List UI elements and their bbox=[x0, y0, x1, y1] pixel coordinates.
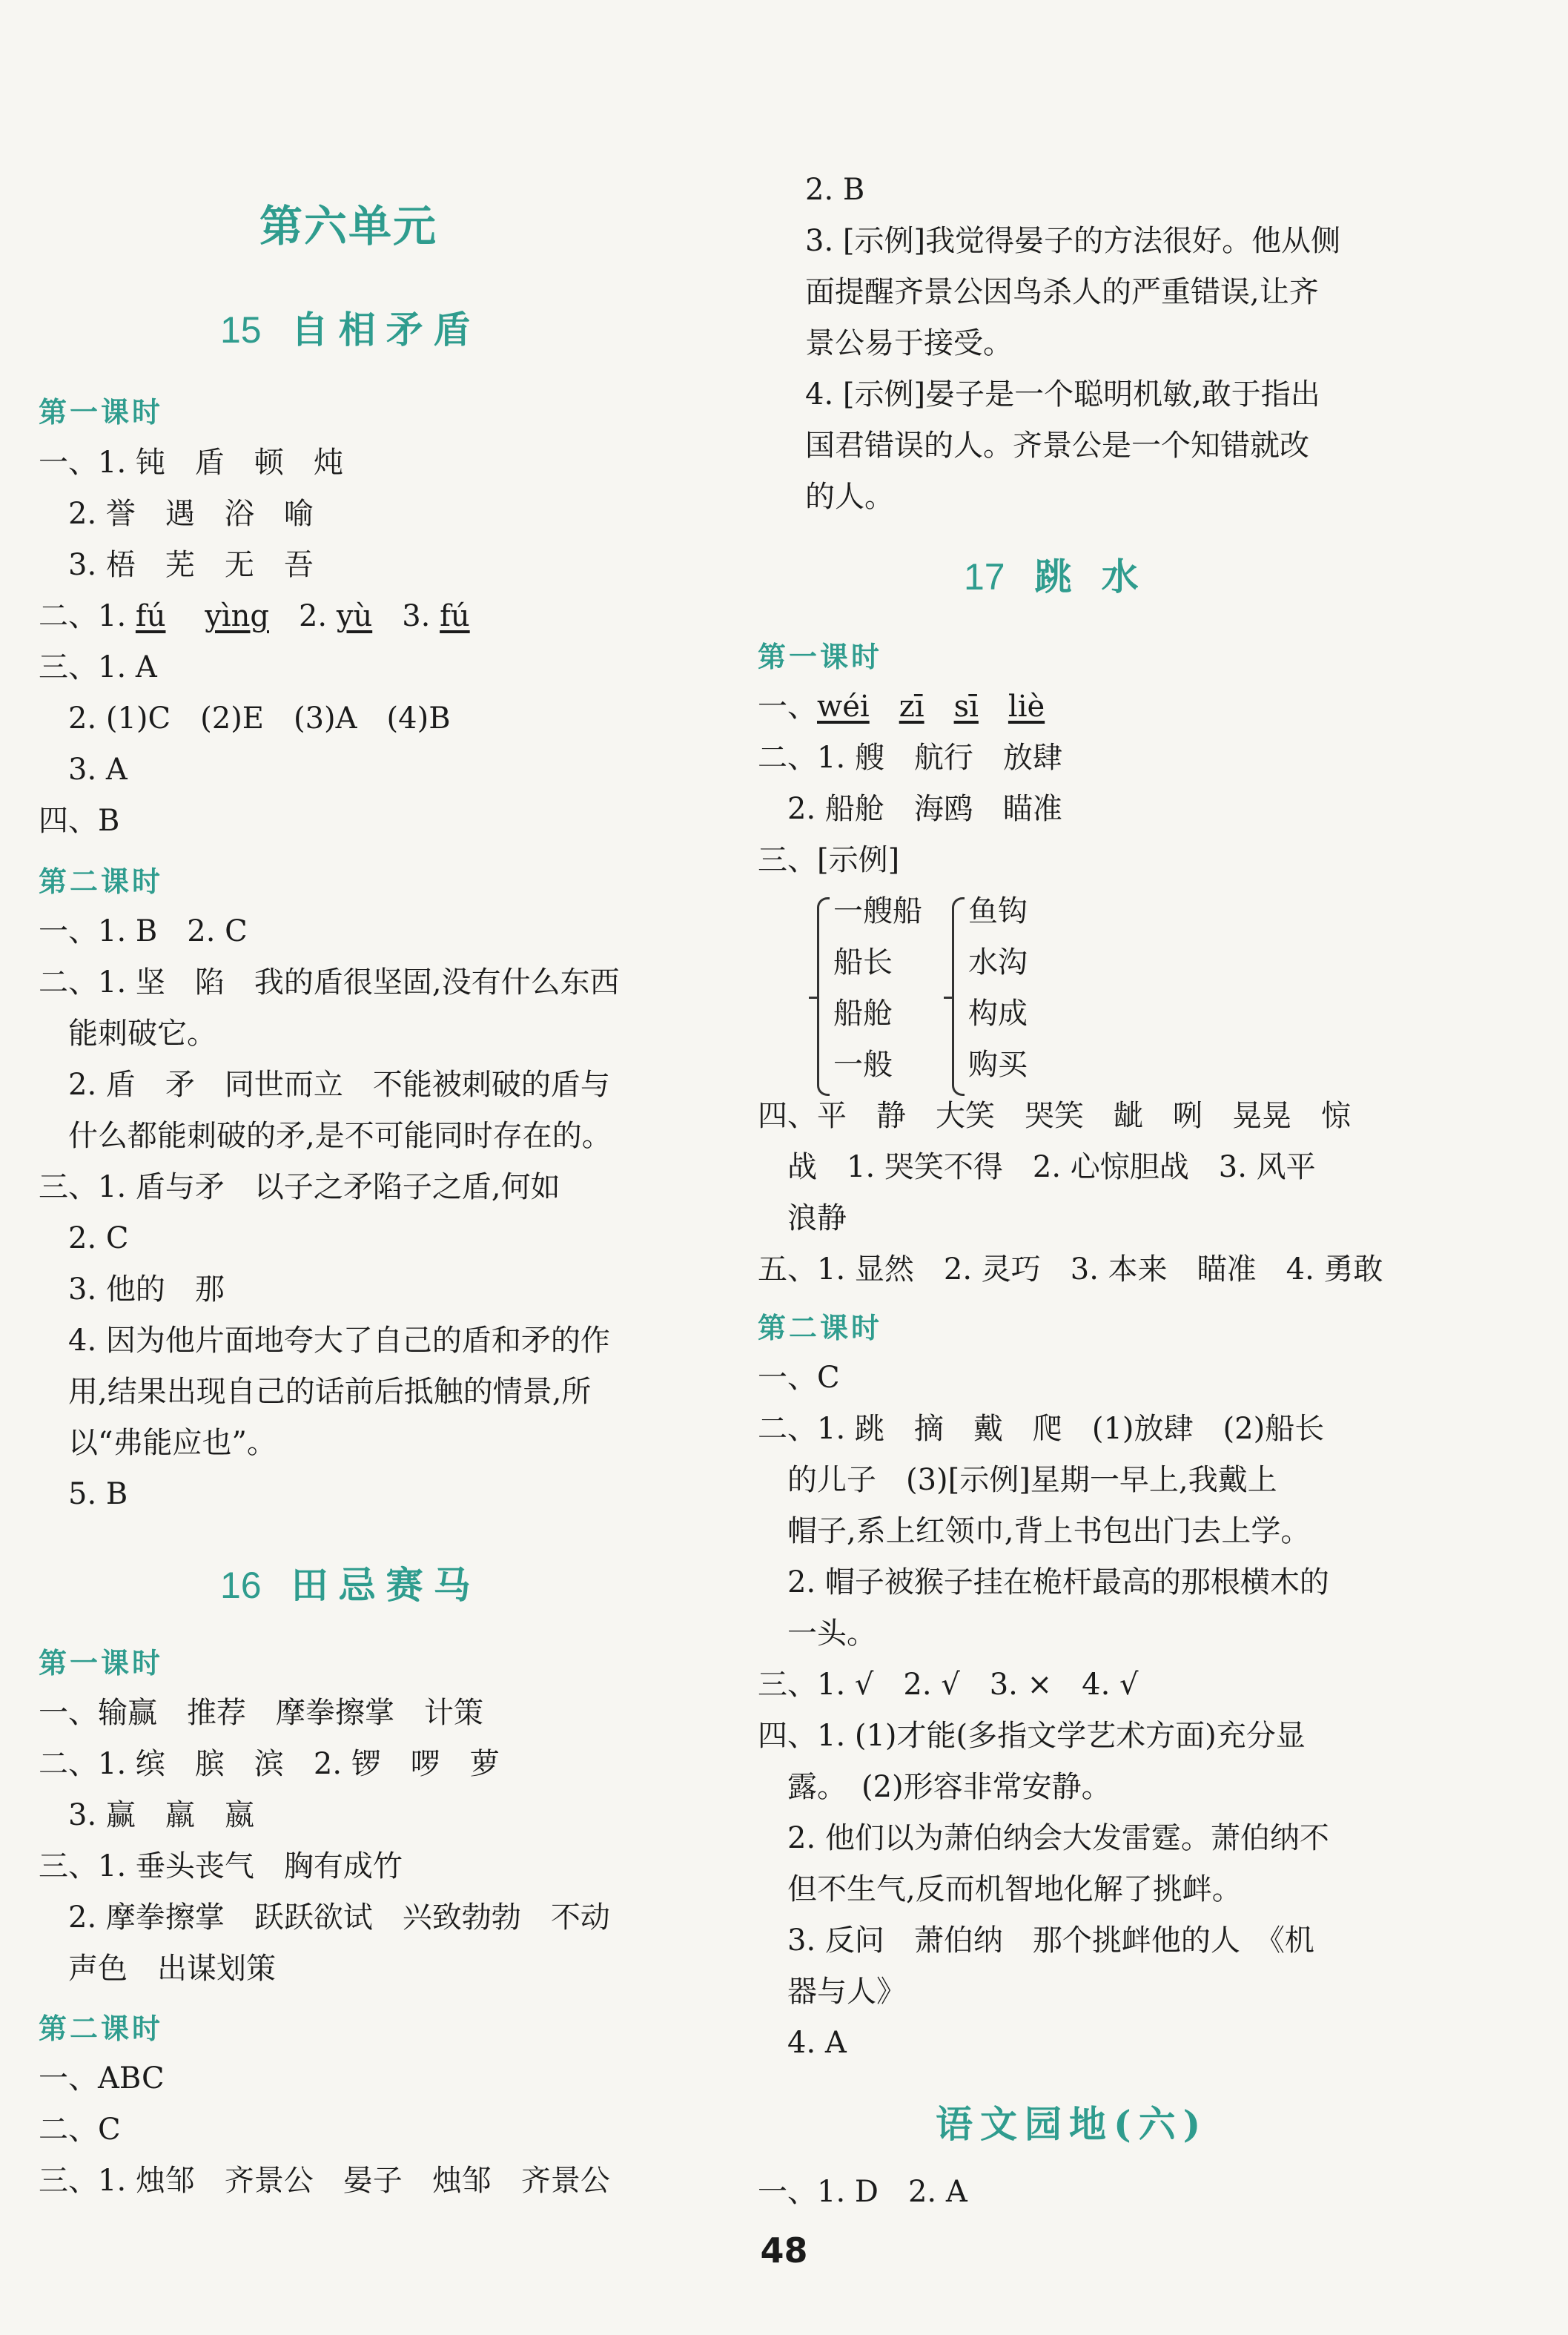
lesson-17-session-1-heading: 第一课时 bbox=[758, 641, 883, 673]
answer-line: 四、1. (1)才能(多指文学艺术方面)充分显 bbox=[758, 1719, 1306, 1753]
brace-left bbox=[817, 897, 830, 1096]
line-prefix: 一、 bbox=[758, 690, 817, 724]
answer-line: 2. 摩拳擦掌 跃跃欲试 兴致勃勃 不动 bbox=[39, 1900, 610, 1935]
answer-line: 一、1. 钝 盾 顿 炖 bbox=[39, 446, 343, 480]
answer-line: 3. [示例]我觉得晏子的方法很好。他从侧 bbox=[805, 224, 1341, 258]
brace-item: 水沟 bbox=[968, 945, 1028, 980]
answer-line: 3. 梧 芜 无 吾 bbox=[39, 548, 314, 582]
answer-line: 3. 赢 羸 嬴 bbox=[39, 1798, 254, 1832]
answer-line: 三、1. 垂头丧气 胸有成竹 bbox=[39, 1849, 403, 1883]
answer-line: 一、C bbox=[758, 1361, 840, 1395]
answer-line: 二、C bbox=[39, 2113, 121, 2147]
answer-line: 一头。 bbox=[758, 1616, 876, 1651]
answer-line: 景公易于接受。 bbox=[805, 326, 1013, 360]
answer-line: 露。 (2)形容非常安静。 bbox=[758, 1770, 1111, 1804]
answer-line: 帽子,系上红领巾,背上书包出门去上学。 bbox=[758, 1514, 1311, 1548]
answer-line: 2. 帽子被猴子挂在桅杆最高的那根横木的 bbox=[758, 1565, 1329, 1599]
answer-line: 一、输赢 推荐 摩拳擦掌 计策 bbox=[39, 1696, 483, 1730]
lesson-15-title bbox=[220, 300, 481, 354]
answer-line: 二、1. 艘 航行 放肆 bbox=[758, 741, 1062, 775]
brace-item: 购买 bbox=[968, 1048, 1028, 1082]
answer-line: 4. 因为他片面地夸大了自己的盾和矛的作 bbox=[39, 1324, 610, 1358]
answer-line: 的儿子 (3)[示例]星期一早上,我戴上 bbox=[758, 1463, 1277, 1497]
answer-line: 四、B bbox=[39, 804, 120, 838]
brace-item: 一艘船 bbox=[833, 894, 922, 928]
lesson-number: 16 bbox=[220, 1565, 262, 1606]
answer-line: 4. A bbox=[758, 2026, 847, 2060]
lesson-name: 自相矛盾 bbox=[291, 308, 481, 351]
line-prefix: 二、1. bbox=[39, 599, 136, 633]
lesson-number: 17 bbox=[964, 556, 1005, 598]
answer-line: 2. B bbox=[805, 173, 865, 207]
answer-line: 三、1. A bbox=[39, 650, 157, 684]
answer-line: 声色 出谋划策 bbox=[39, 1952, 276, 1986]
answer-line: 但不生气,反而机智地化解了挑衅。 bbox=[758, 1872, 1242, 1906]
answer-line: 能刺破它。 bbox=[39, 1017, 216, 1051]
line-prefix: 3. bbox=[372, 599, 440, 633]
yuwen-garden-title: 语文园地(六) bbox=[936, 2102, 1208, 2146]
pinyin: sī bbox=[953, 690, 979, 724]
answer-line: 四、平 静 大笑 哭笑 龇 咧 晃晃 惊 bbox=[758, 1099, 1351, 1133]
answer-line: 三、1. 盾与矛 以子之矛陷子之盾,何如 bbox=[39, 1170, 560, 1204]
lesson-name: 田忌赛马 bbox=[291, 1563, 481, 1607]
pinyin: fú bbox=[440, 599, 470, 633]
answer-line: 2. 盾 矛 同世而立 不能被刺破的盾与 bbox=[39, 1068, 610, 1102]
pinyin: wéi bbox=[817, 690, 870, 724]
answer-line: 一、1. D 2. A bbox=[758, 2175, 967, 2209]
answer-line: 三、1. 烛邹 齐景公 晏子 烛邹 齐景公 bbox=[39, 2164, 610, 2198]
answer-line: 器与人》 bbox=[758, 1975, 906, 2009]
answer-line: 4. [示例]晏子是一个聪明机敏,敢于指出 bbox=[805, 377, 1320, 412]
pinyin: zī bbox=[899, 690, 924, 724]
answer-line: 五、1. 显然 2. 灵巧 3. 本来 瞄准 4. 勇敢 bbox=[758, 1252, 1383, 1287]
answer-line: 3. 反问 萧伯纳 那个挑衅他的人 《机 bbox=[758, 1923, 1314, 1958]
pinyin: yù bbox=[336, 599, 373, 633]
answer-line: 三、[示例] bbox=[758, 843, 900, 877]
pinyin: fú bbox=[135, 599, 166, 633]
answer-line: 2. 船舱 海鸥 瞄准 bbox=[758, 792, 1062, 826]
answer-line: 一、ABC bbox=[39, 2061, 165, 2095]
lesson-15-session-2-heading: 第二课时 bbox=[39, 865, 164, 898]
answer-line: 什么都能刺破的矛,是不可能同时存在的。 bbox=[39, 1119, 612, 1153]
answer-line: 的人。 bbox=[805, 480, 894, 514]
answer-line: 5. B bbox=[39, 1477, 128, 1511]
page-number: 48 bbox=[760, 2230, 808, 2270]
pinyin: yìng bbox=[205, 599, 269, 633]
lesson-16-session-2-heading: 第二课时 bbox=[39, 2012, 164, 2045]
answer-line: 2. C bbox=[39, 1221, 129, 1255]
lesson-16-title bbox=[220, 1556, 481, 1609]
lesson-17-title bbox=[964, 547, 1168, 601]
answer-line: 面提醒齐景公因鸟杀人的严重错误,让齐 bbox=[805, 275, 1319, 309]
answer-line: 二、1. 缤 膑 滨 2. 锣 啰 萝 bbox=[39, 1747, 500, 1781]
answer-line: 浪静 bbox=[758, 1201, 847, 1235]
answer-line: 用,结果出现自己的话前后抵触的情景,所 bbox=[39, 1375, 592, 1409]
line-prefix: 2. bbox=[268, 599, 337, 633]
answer-line: 2. (1)C (2)E (3)A (4)B bbox=[39, 701, 451, 736]
pinyin-answer-line bbox=[758, 686, 1045, 727]
lesson-16-session-1-heading: 第一课时 bbox=[39, 1647, 164, 1680]
lesson-name: 跳水 bbox=[1034, 555, 1168, 598]
answer-line: 二、1. 跳 摘 戴 爬 (1)放肆 (2)船长 bbox=[758, 1412, 1325, 1446]
lesson-15-session-1-heading: 第一课时 bbox=[39, 396, 164, 429]
brace-item: 船舱 bbox=[833, 997, 893, 1031]
answer-line: 2. 誉 遇 浴 喻 bbox=[39, 497, 314, 531]
answer-line: 一、1. B 2. C bbox=[39, 914, 248, 948]
answer-line: 国君错误的人。齐景公是一个知错就改 bbox=[805, 429, 1309, 463]
answer-line: 战 1. 哭笑不得 2. 心惊胆战 3. 风平 bbox=[758, 1150, 1316, 1184]
brace-item: 鱼钩 bbox=[968, 894, 1028, 928]
lesson-number: 15 bbox=[220, 309, 262, 351]
brace-item: 一般 bbox=[833, 1048, 893, 1082]
lesson-17-session-2-heading: 第二课时 bbox=[758, 1312, 883, 1344]
brace-item: 船长 bbox=[833, 945, 893, 980]
brace-item: 构成 bbox=[968, 997, 1028, 1031]
brace-right bbox=[952, 897, 965, 1096]
pinyin: liè bbox=[1008, 690, 1045, 724]
unit-title: 第六单元 bbox=[259, 201, 438, 251]
pinyin-answer-line bbox=[39, 595, 470, 637]
answer-line: 三、1. √ 2. √ 3. × 4. √ bbox=[758, 1668, 1139, 1702]
answer-line: 以“弗能应也”。 bbox=[39, 1426, 277, 1460]
answer-line: 3. A bbox=[39, 753, 128, 787]
answer-line: 3. 他的 那 bbox=[39, 1272, 225, 1307]
answer-line: 二、1. 坚 陷 我的盾很坚固,没有什么东西 bbox=[39, 965, 620, 1000]
answer-line: 2. 他们以为萧伯纳会大发雷霆。萧伯纳不 bbox=[758, 1821, 1329, 1855]
